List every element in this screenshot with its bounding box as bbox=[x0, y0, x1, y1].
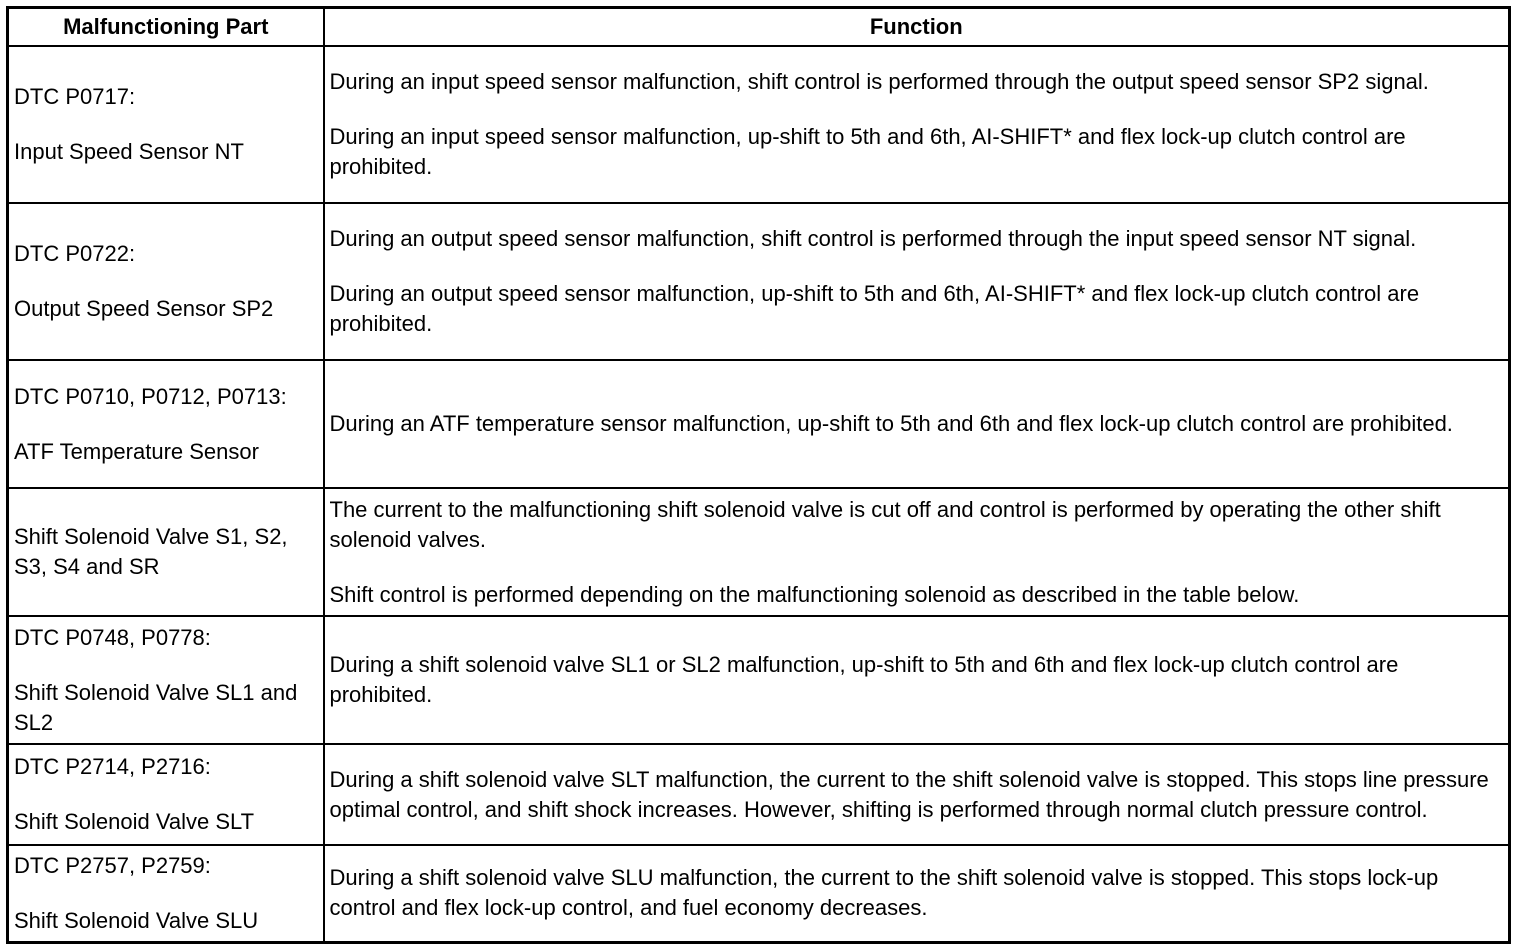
function-text: During a shift solenoid valve SLT malfunction, the current to the shift solenoid valve is stopped. This stops line pressure optimal control, and shift shock increases. However, shifting is performed through normal clutch pressure control. bbox=[329, 766, 1489, 822]
part-cell bbox=[8, 360, 324, 488]
function-cell bbox=[324, 203, 1510, 360]
part-name: Input Speed Sensor NT bbox=[14, 139, 244, 164]
table-body bbox=[8, 46, 1510, 942]
table-row bbox=[8, 744, 1510, 845]
part-name: Output Speed Sensor SP2 bbox=[14, 296, 274, 321]
function-text: During an output speed sensor malfunction, shift control is performed through the input speed sensor NT signal. bbox=[329, 226, 1417, 251]
header-function: Function bbox=[324, 8, 1510, 47]
function-cell bbox=[324, 360, 1510, 488]
part-cell bbox=[8, 744, 324, 845]
table-row bbox=[8, 360, 1510, 488]
part-dtc: DTC P0748, P0778: bbox=[14, 624, 211, 650]
table-row bbox=[8, 488, 1510, 616]
part-cell bbox=[8, 203, 324, 360]
part-name: Shift Solenoid Valve S1, S2, S3, S4 and SR bbox=[14, 524, 288, 579]
part-name: Shift Solenoid Valve SLU bbox=[14, 907, 259, 933]
function-text: Shift control is performed depending on the malfunctioning solenoid as described in the table below. bbox=[329, 581, 1300, 607]
function-cell bbox=[324, 744, 1510, 845]
part-cell bbox=[8, 845, 324, 942]
table-row bbox=[8, 46, 1510, 203]
part-dtc: DTC P0717: bbox=[14, 84, 136, 109]
header-row bbox=[8, 8, 1510, 47]
part-cell bbox=[8, 46, 324, 203]
function-text: During an ATF temperature sensor malfunction, up-shift to 5th and 6th and flex lock-up clutch control are prohibited. bbox=[329, 411, 1453, 436]
part-dtc: DTC P0710, P0712, P0713: bbox=[14, 383, 287, 409]
table-header bbox=[8, 8, 1510, 47]
part-name: ATF Temperature Sensor bbox=[14, 438, 259, 464]
function-text: During an output speed sensor malfunction, up-shift to 5th and 6th, AI-SHIFT* and flex lock-up clutch control are prohibited. bbox=[329, 281, 1420, 336]
function-text: During a shift solenoid valve SLU malfunction, the current to the shift solenoid valve is stopped. This stops lock-up control and flex lock-up control, and fuel economy decreases. bbox=[329, 865, 1439, 921]
table-row bbox=[8, 845, 1510, 942]
part-name: Shift Solenoid Valve SL1 and SL2 bbox=[14, 679, 298, 735]
function-cell bbox=[324, 46, 1510, 203]
part-dtc: DTC P2757, P2759: bbox=[14, 852, 211, 878]
header-malfunctioning-part: Malfunctioning Part bbox=[8, 8, 324, 47]
part-dtc: DTC P2714, P2716: bbox=[14, 754, 211, 779]
part-dtc: DTC P0722: bbox=[14, 241, 136, 266]
function-cell bbox=[324, 488, 1510, 616]
table-row bbox=[8, 203, 1510, 360]
function-cell bbox=[324, 845, 1510, 942]
function-text: The current to the malfunctioning shift solenoid valve is cut off and control is performed by operating the other shift solenoid valves. bbox=[329, 496, 1441, 552]
function-text: During an input speed sensor malfunction, shift control is performed through the output speed sensor SP2 signal. bbox=[329, 69, 1429, 94]
function-text: During an input speed sensor malfunction, up-shift to 5th and 6th, AI-SHIFT* and flex lock-up clutch control are prohibited. bbox=[329, 124, 1406, 179]
function-cell bbox=[324, 616, 1510, 744]
table-row bbox=[8, 616, 1510, 744]
malfunction-function-table bbox=[6, 6, 1511, 944]
part-cell bbox=[8, 616, 324, 744]
function-text: During a shift solenoid valve SL1 or SL2 malfunction, up-shift to 5th and 6th and flex lock-up clutch control are prohibited. bbox=[329, 652, 1399, 707]
part-name: Shift Solenoid Valve SLT bbox=[14, 809, 255, 834]
part-cell bbox=[8, 488, 324, 616]
